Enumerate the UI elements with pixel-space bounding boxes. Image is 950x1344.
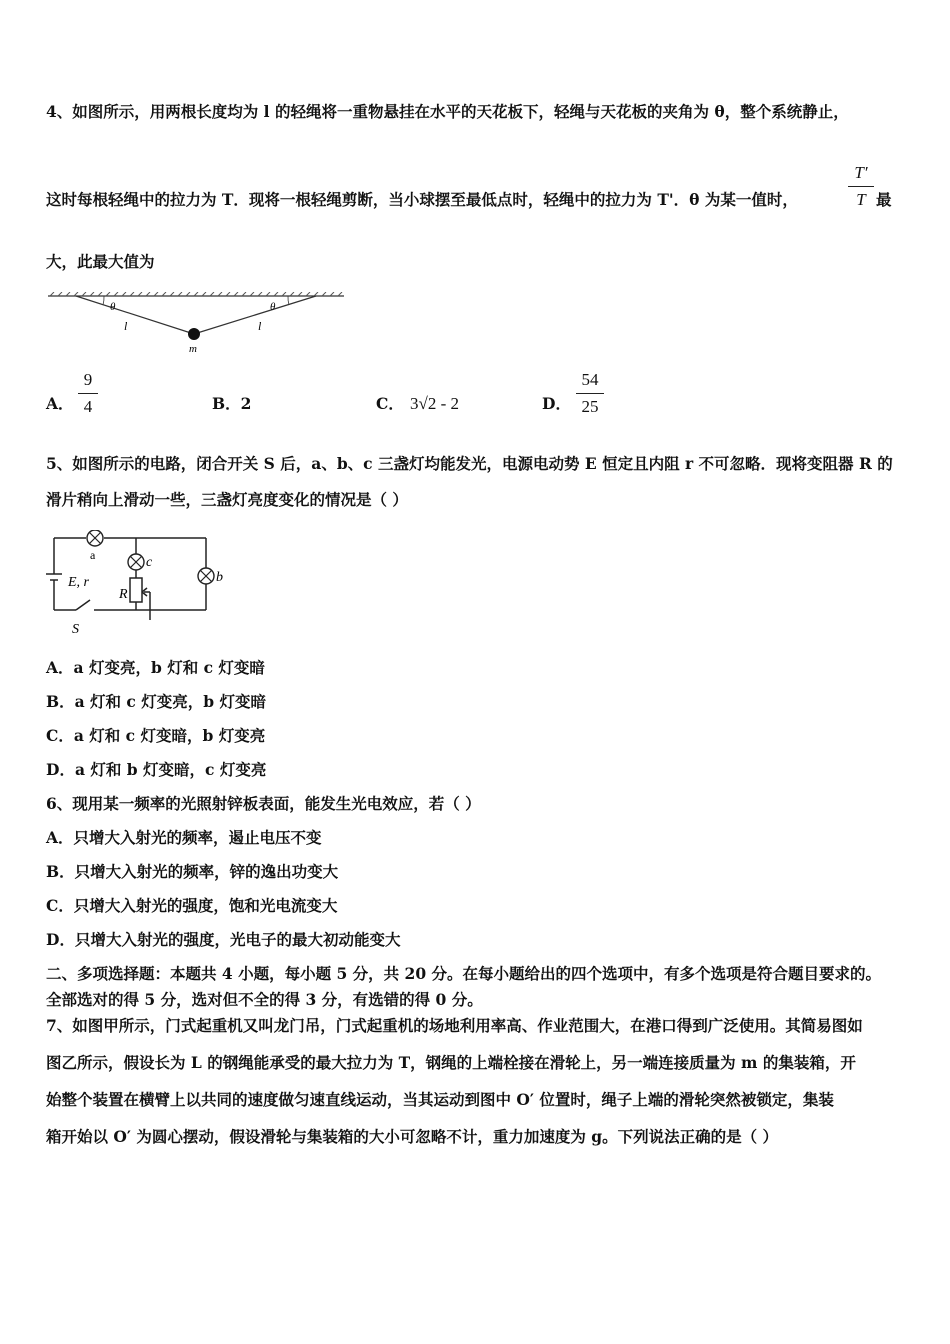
q4-line2: 这时每根轻绳中的拉力为 T．现将一根轻绳剪断，当小球摆至最低点时，轻绳中的拉力为 T'．θ 为某一值时，: [46, 190, 798, 209]
q4-option-a-denominator: 4: [83, 397, 93, 416]
q5-circuit-diagram: [46, 530, 236, 638]
q5-switch-label: S: [72, 622, 79, 637]
q6-option-a: A．只增大入射光的频率，遏止电压不变: [46, 828, 322, 847]
q7-line3: 始整个装置在横臂上以共同的速度做匀速直线运动，当其运动到图中 O′ 位置时，绳子上端的滑轮突然被锁定，集装: [46, 1090, 834, 1109]
q4-option-a-numerator: 9: [83, 370, 93, 389]
q6-option-d: D．只增大入射光的强度，光电子的最大初动能变大: [46, 930, 401, 949]
q7-line4: 箱开始以 O′ 为圆心摆动，假设滑轮与集装箱的大小可忽略不计，重力加速度为 g。下列说法正确的是（ ）: [46, 1127, 779, 1146]
q5-line1: 5、如图所示的电路，闭合开关 S 后，a、b、c 三盏灯均能发光，电源电动势 E 恒定且内阻 r 不可忽略．现将变阻器 R 的: [46, 454, 893, 473]
q6-option-c: C．只增大入射光的强度，饱和光电流变大: [46, 896, 338, 915]
q5-option-a: A．a 灯变亮，b 灯和 c 灯变暗: [46, 658, 265, 677]
q4-option-d-denominator: 25: [581, 397, 599, 416]
section2-line1: 二、多项选择题：本题共 4 小题，每小题 5 分，共 20 分。在每小题给出的四个选项中，有多个选项是符合题目要求的。: [46, 964, 882, 983]
q5-resistor-label: R: [119, 587, 128, 602]
q4-fig-theta-left: θ: [110, 301, 116, 313]
q4-option-c-label: C．: [376, 394, 404, 413]
q7-line2: 图乙所示，假设长为 L 的钢绳能承受的最大拉力为 T，钢绳的上端栓接在滑轮上，另一端连接质量为 m 的集装箱，开: [46, 1053, 856, 1072]
q5-source-label: E, r: [68, 575, 89, 590]
q5-line2: 滑片稍向上滑动一些，三盏灯亮度变化的情况是（ ）: [46, 490, 408, 509]
q4-option-d-numerator: 54: [581, 370, 599, 389]
q4-fig-mass: m: [189, 343, 197, 354]
q4-line1: 4、如图所示，用两根长度均为 l 的轻绳将一重物悬挂在水平的天花板下，轻绳与天花板的夹角为 θ，整个系统静止，: [46, 102, 849, 121]
q4-line3: 大，此最大值为: [46, 252, 155, 271]
q5-option-c: C．a 灯和 c 灯变暗，b 灯变亮: [46, 726, 266, 745]
q4-ratio-numerator: T′: [854, 163, 868, 182]
q5-lamp-a-label: a: [90, 548, 96, 562]
section2-line2: 全部选对的得 5 分，选对但不全的得 3 分，有选错的得 0 分。: [46, 990, 483, 1009]
q5-lamp-b-label: b: [216, 570, 223, 585]
q4-pendulum-figure: [46, 292, 346, 354]
q4-fig-rope-left: l: [124, 319, 128, 333]
q5-option-b: B．a 灯和 c 灯变亮，b 灯变暗: [46, 692, 267, 711]
q4-ratio-denominator: T: [856, 190, 866, 209]
q4-option-a-fraction: [78, 369, 98, 418]
q4-option-c-value: 3√2 - 2: [410, 394, 459, 413]
q7-line1: 7、如图甲所示，门式起重机又叫龙门吊，门式起重机的场地利用率高、作业范围大，在港口得到广泛使用。其简易图如: [46, 1016, 863, 1035]
q4-option-d-fraction: [576, 369, 604, 418]
q4-fig-rope-right: l: [258, 319, 262, 333]
q4-option-b: B．2: [212, 394, 252, 413]
q4-option-a-label: A．: [46, 394, 74, 413]
q5-lamp-c-label: c: [146, 555, 153, 570]
q4-fig-theta-right: θ: [270, 301, 276, 313]
q5-option-d: D．a 灯和 b 灯变暗，c 灯变亮: [46, 760, 267, 779]
q6-option-b: B．只增大入射光的频率，锌的逸出功变大: [46, 862, 339, 881]
q4-line2-end: 最: [876, 190, 892, 209]
q4-option-d-label: D．: [542, 394, 571, 413]
q4-ratio-fraction: [848, 162, 874, 211]
q6-stem: 6、现用某一频率的光照射锌板表面，能发生光电效应，若（ ）: [46, 794, 481, 813]
